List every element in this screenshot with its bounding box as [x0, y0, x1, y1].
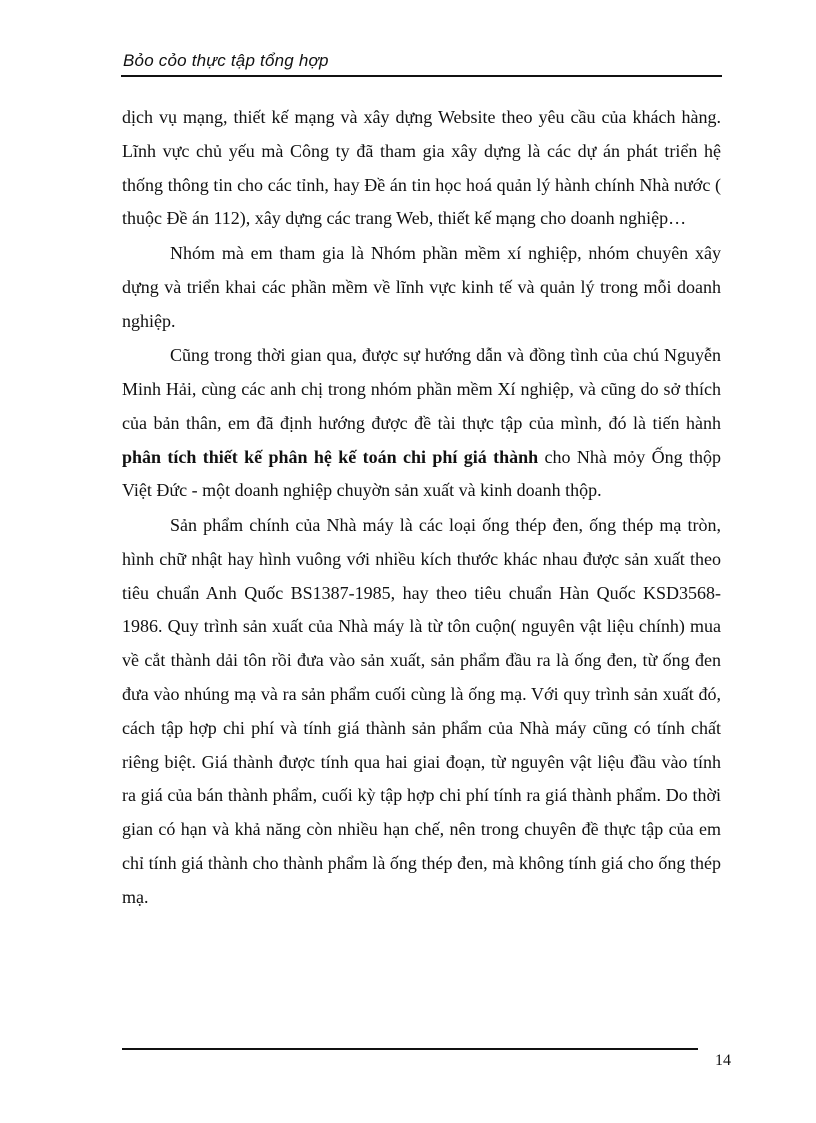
paragraph-team: Nhóm mà em tham gia là Nhóm phần mềm xí nghiệp, nhóm chuyên xây dựng và triển khai các phần mềm về lĩnh vực kinh tế và quản lý trong mỗi doanh nghiệp. [122, 242, 721, 331]
paragraph-products: Sản phẩm chính của Nhà máy là các loại ống thép đen, ống thép mạ tròn, hình chữ nhật hay hình vuông với nhiều kích thước khác nhau được sản xuất theo tiêu chuẩn Anh Quốc BS1387-1985, hay theo tiêu chuẩn Hàn Quốc KSD3568-1986. Quy trình sản xuất của Nhà máy là từ tôn cuộn( nguyên vật liệu chính) mua về cắt thành dải tôn rồi đưa vào sản xuất, sản phẩm đầu ra là ống đen, từ ống đen đưa vào nhúng mạ và ra sản phẩm cuối cùng là ống mạ. Với quy trình sản xuất đó, cách tập hợp chi phí và tính giá thành sản phẩm của Nhà máy cũng có tính chất riêng biệt. Giá thành được tính qua hai giai đoạn, từ nguyên vật liệu đầu vào tính ra giá của bán thành phẩm, cuối kỳ tập hợp chi phí tính ra giá thành phẩm. Do thời gian có hạn và khả năng còn nhiều hạn chế, nên trong chuyên đề thực tập của em chỉ tính giá thành cho thành phẩm là ống thép đen, mà không tính giá cho ống thép mạ. [122, 514, 721, 907]
paragraph-topic-tail: cho Nhà mỏy Ống thộp Việt Đức - một doanh nghiệp chuyờn sản xuất và kinh doanh thộp. [122, 446, 721, 501]
paragraph-services: dịch vụ mạng, thiết kế mạng và xây dựng Website theo yêu cầu của khách hàng. Lĩnh vực chủ yếu mà Công ty đã tham gia xây dựng là các dự án phát triển hệ thống thông tin cho các tỉnh, hay Đề án tin học hoá quản lý hành chính Nhà nước ( thuộc Đề án 112), xây dựng các trang Web, thiết kế mạng cho doanh nghiệp… [122, 107, 721, 229]
paragraph-topic-lead: Cũng trong thời gian qua, được sự hướng dẫn và đồng tình của chú Nguyễn Minh Hải, cùng các anh chị trong nhóm phần mềm Xí nghiệp, và cũng do sở thích của bản thân, em đã định hướng được đề tài thực tập của mình, đó là tiến hành [122, 345, 721, 433]
paragraph-topic [122, 339, 721, 508]
page-header [121, 48, 722, 78]
paragraph-topic-bold: phân tích thiết kế phân hệ kế toán chi phí giá thành [122, 446, 539, 467]
footer-divider [122, 1048, 698, 1050]
document-body [122, 101, 721, 915]
page-number: 14 [715, 1052, 731, 1069]
header-title: Bỏo cỏo thực tập tổng hợp [123, 51, 329, 70]
header-divider [121, 75, 722, 77]
